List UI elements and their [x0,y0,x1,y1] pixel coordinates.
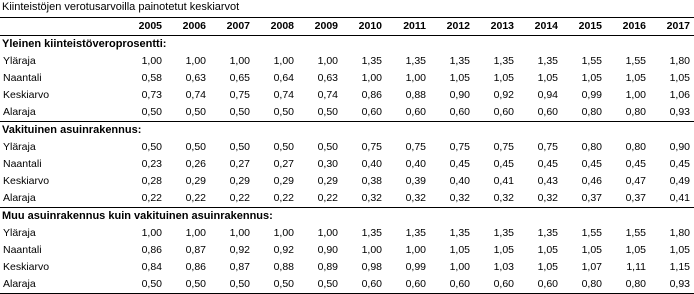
header-blank-cell [0,18,122,36]
value-cell: 0,50 [229,141,250,153]
value-cell: 0,22 [273,192,294,204]
year-header-cell: 2012 [430,18,474,36]
value-cell: 0,80 [581,141,602,153]
value-cell: 0,37 [625,192,646,204]
year-header-cell: 2017 [650,18,694,36]
value-cell: 1,05 [669,72,690,84]
value-cell: 0,50 [273,106,294,118]
value-cell: 1,80 [669,55,690,67]
value-cell: 1,05 [625,244,646,256]
value-cell: 0,74 [273,89,294,101]
value-cell: 0,90 [317,244,338,256]
value-cell: 1,00 [273,227,294,239]
value-cell: 0,45 [537,158,558,170]
table-caption: Kiinteistöjen verotusarvoilla painotetut keskiarvot [2,1,240,13]
table-row [0,104,694,122]
value-cell: 0,88 [405,89,426,101]
value-cell: 0,37 [581,192,602,204]
value-cell: 0,22 [317,192,338,204]
value-cell: 0,50 [254,276,298,294]
value-cell: 0,40 [449,175,470,187]
row-label: Naantali [3,244,42,256]
value-cell: 0,27 [273,158,294,170]
tax-rate-table [0,17,694,294]
value-cell: 0,26 [185,158,206,170]
value-cell: 1,00 [141,227,162,239]
year-header-cell: 2016 [606,18,650,36]
value-cell: 0,92 [273,244,294,256]
table-row [0,53,694,70]
section-title: Vakituinen asuinrakennus: [0,122,694,140]
value-cell: 1,00 [185,227,206,239]
value-cell: 0,27 [229,158,250,170]
value-cell: 1,00 [625,89,646,101]
value-cell: 1,35 [449,227,470,239]
value-cell: 0,60 [474,276,518,294]
value-cell: 0,50 [210,276,254,294]
value-cell: 0,93 [650,276,694,294]
value-cell: 0,39 [405,175,426,187]
value-cell: 0,32 [537,192,558,204]
value-cell: 1,80 [669,227,690,239]
row-label: Naantali [3,158,42,170]
value-cell: 0,86 [361,89,382,101]
row-label: Yläraja [3,55,36,67]
section-title: Muu asuinrakennus kuin vakituinen asuinrakennus: [0,208,694,226]
value-cell: 0,32 [361,192,382,204]
value-cell: 1,35 [493,55,514,67]
row-label: Yläraja [3,227,36,239]
value-cell: 0,80 [606,276,650,294]
value-cell: 1,55 [581,227,602,239]
year-header-cell: 2015 [562,18,606,36]
value-cell: 1,00 [229,55,250,67]
value-cell: 0,80 [581,106,602,118]
value-cell: 0,45 [625,158,646,170]
value-cell: 1,05 [625,72,646,84]
value-cell: 1,55 [581,55,602,67]
value-cell: 0,41 [669,192,690,204]
value-cell: 0,92 [229,244,250,256]
value-cell: 0,32 [405,192,426,204]
table-row [0,225,694,242]
value-cell: 0,29 [229,175,250,187]
year-header-row [0,18,694,36]
value-cell: 0,64 [273,72,294,84]
value-cell: 1,00 [361,72,382,84]
value-cell: 1,00 [405,72,426,84]
value-cell: 1,15 [669,261,690,273]
value-cell: 0,60 [342,276,386,294]
value-cell: 1,07 [581,261,602,273]
value-cell: 0,80 [562,276,606,294]
value-cell: 0,29 [273,175,294,187]
table-row [0,139,694,156]
value-cell: 0,45 [449,158,470,170]
section-heading-row [0,36,694,54]
value-cell: 1,11 [626,261,646,273]
value-cell: 0,80 [625,141,646,153]
value-cell: 1,05 [537,244,558,256]
value-cell: 1,00 [317,55,338,67]
value-cell: 0,22 [229,192,250,204]
value-cell: 0,75 [405,141,426,153]
year-header-cell: 2008 [254,18,298,36]
value-cell: 0,84 [141,261,162,273]
value-cell: 0,50 [185,106,206,118]
value-cell: 0,73 [141,89,162,101]
table-row [0,259,694,276]
value-cell: 0,40 [361,158,382,170]
value-cell: 1,35 [537,55,558,67]
value-cell: 0,32 [493,192,514,204]
year-header-cell: 2013 [474,18,518,36]
value-cell: 0,50 [317,141,338,153]
value-cell: 1,06 [669,89,690,101]
value-cell: 0,32 [449,192,470,204]
value-cell: 0,43 [537,175,558,187]
value-cell: 0,93 [669,106,690,118]
value-cell: 0,74 [185,89,206,101]
section-title: Yleinen kiinteistöveroprosentti: [0,36,694,54]
section-heading-row [0,208,694,226]
value-cell: 1,05 [581,72,602,84]
value-cell: 0,65 [229,72,250,84]
value-cell: 0,50 [141,106,162,118]
value-cell: 1,05 [669,244,690,256]
value-cell: 0,22 [185,192,206,204]
value-cell: 1,05 [537,261,558,273]
value-cell: 1,35 [361,227,382,239]
table-row [0,276,694,294]
value-cell: 1,00 [229,227,250,239]
value-cell: 0,74 [317,89,338,101]
value-cell: 0,50 [166,276,210,294]
value-cell: 0,90 [669,141,690,153]
value-cell: 0,80 [625,106,646,118]
value-cell: 0,87 [229,261,250,273]
value-cell: 0,75 [449,141,470,153]
value-cell: 0,50 [273,141,294,153]
value-cell: 1,35 [449,55,470,67]
value-cell: 0,23 [141,158,162,170]
row-label: Keskiarvo [3,175,50,187]
value-cell: 0,30 [317,158,338,170]
value-cell: 1,00 [185,55,206,67]
value-cell: 0,60 [386,276,430,294]
year-header-cell: 2006 [166,18,210,36]
row-label: Naantali [3,72,42,84]
value-cell: 0,89 [317,261,338,273]
row-label: Alaraja [3,192,36,204]
value-cell: 0,45 [493,158,514,170]
row-label: Alaraja [0,276,122,294]
value-cell: 1,00 [361,244,382,256]
value-cell: 0,60 [449,106,470,118]
year-header-cell: 2007 [210,18,254,36]
value-cell: 1,55 [625,227,646,239]
value-cell: 0,75 [361,141,382,153]
section-heading-row [0,122,694,140]
value-cell: 1,05 [581,244,602,256]
row-label: Keskiarvo [3,89,50,101]
value-cell: 0,40 [405,158,426,170]
value-cell: 0,98 [361,261,382,273]
value-cell: 1,35 [493,227,514,239]
year-header-cell: 2009 [298,18,342,36]
value-cell: 1,35 [537,227,558,239]
year-header-cell: 2005 [122,18,166,36]
value-cell: 0,75 [537,141,558,153]
row-label: Keskiarvo [3,261,50,273]
value-cell: 0,86 [185,261,206,273]
value-cell: 1,03 [493,261,514,273]
value-cell: 0,75 [493,141,514,153]
value-cell: 0,92 [493,89,514,101]
value-cell: 1,05 [493,244,514,256]
value-cell: 0,38 [361,175,382,187]
value-cell: 1,05 [493,72,514,84]
value-cell: 0,41 [493,175,514,187]
row-label: Alaraja [3,106,36,118]
value-cell: 0,94 [537,89,558,101]
value-cell: 0,58 [141,72,162,84]
value-cell: 0,60 [405,106,426,118]
value-cell: 0,50 [122,276,166,294]
value-cell: 0,49 [669,175,690,187]
value-cell: 0,50 [185,141,206,153]
value-cell: 0,60 [430,276,474,294]
value-cell: 0,63 [317,72,338,84]
value-cell: 0,29 [317,175,338,187]
value-cell: 1,35 [405,227,426,239]
value-cell: 0,50 [298,276,342,294]
value-cell: 1,00 [141,55,162,67]
value-cell: 1,35 [405,55,426,67]
year-header-cell: 2014 [518,18,562,36]
value-cell: 0,99 [581,89,602,101]
value-cell: 1,55 [625,55,646,67]
table-row [0,173,694,190]
table-row [0,156,694,173]
value-cell: 0,75 [229,89,250,101]
value-cell: 1,00 [317,227,338,239]
year-header-cell: 2011 [386,18,430,36]
value-cell: 0,87 [185,244,206,256]
value-cell: 0,50 [317,106,338,118]
value-cell: 1,35 [361,55,382,67]
value-cell: 0,45 [669,158,690,170]
table-row [0,70,694,87]
value-cell: 1,00 [405,244,426,256]
value-cell: 0,29 [185,175,206,187]
value-cell: 0,86 [141,244,162,256]
value-cell: 1,00 [449,261,470,273]
value-cell: 0,88 [273,261,294,273]
table-row [0,242,694,259]
value-cell: 0,60 [537,106,558,118]
value-cell: 1,05 [449,72,470,84]
value-cell: 0,47 [625,175,646,187]
year-header-cell: 2010 [342,18,386,36]
value-cell: 0,60 [493,106,514,118]
value-cell: 0,46 [581,175,602,187]
value-cell: 0,60 [361,106,382,118]
row-label: Yläraja [3,141,36,153]
value-cell: 0,22 [141,192,162,204]
value-cell: 0,99 [405,261,426,273]
value-cell: 0,50 [229,106,250,118]
value-cell: 0,90 [449,89,470,101]
value-cell: 0,28 [141,175,162,187]
table-row [0,87,694,104]
value-cell: 0,63 [185,72,206,84]
value-cell: 1,05 [449,244,470,256]
table-row [0,190,694,208]
value-cell: 1,05 [537,72,558,84]
value-cell: 0,60 [518,276,562,294]
value-cell: 0,50 [141,141,162,153]
value-cell: 1,00 [273,55,294,67]
value-cell: 0,45 [581,158,602,170]
